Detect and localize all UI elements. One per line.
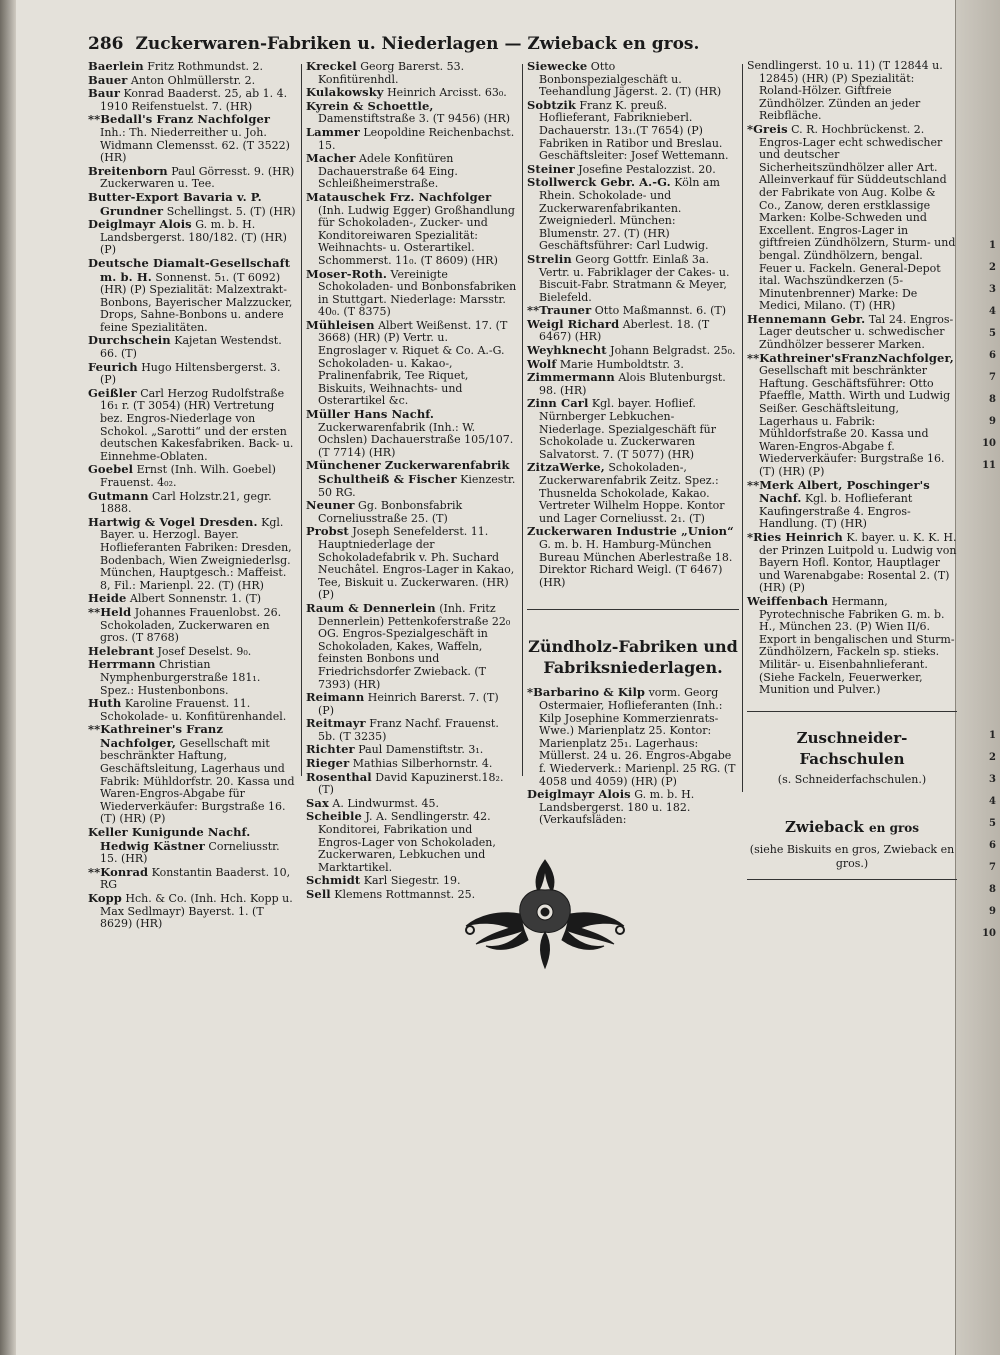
entry-details: Georg Gottfr. Einlaß 3a. Vertr. u. Fabriklager der Cakes- u. Biscuit-Fabr. Stratmann & Meyer, Bielefeld. — [539, 252, 730, 304]
column-divider — [742, 64, 743, 792]
directory-entry — [747, 352, 957, 479]
directory-entry — [88, 658, 296, 697]
edge-number: 5 — [989, 818, 996, 829]
edge-number: 8 — [989, 394, 996, 405]
edge-number: 1 — [989, 240, 996, 251]
edge-number: 7 — [989, 862, 996, 873]
entry-details: David Kapuzinerst.18₂. (T) — [318, 770, 504, 797]
directory-entry — [306, 757, 518, 771]
firm-name: **Merk Albert, Poschinger's Nachf. — [747, 477, 930, 506]
entry-details: Anton Ohlmüllerstr. 2. — [130, 73, 256, 87]
firm-name: Weigl Richard — [527, 316, 620, 331]
entry-details: Karl Siegestr. 19. — [363, 874, 461, 888]
directory-entry — [88, 826, 296, 866]
entry-details: Inh.: Th. Niederreither u. Joh. Widmann Clemensst. 62. (T 3522) (HR) — [100, 125, 290, 165]
edge-number: 7 — [989, 372, 996, 383]
entry-details: Tal 24. Engros-Lager deutscher u. schwedischer Zündhölzer besserer Marken. — [759, 312, 954, 352]
entry-details: Hch. & Co. (Inh. Hch. Kopp u. Max Sedlmayr) Bayerst. 1. (T 8629) (HR) — [100, 892, 293, 931]
directory-entry — [88, 87, 296, 113]
directory-entry — [88, 218, 296, 257]
directory-entry — [527, 318, 739, 344]
entry-details: Franz K. preuß. Hoflieferant, Fabriknieberl. Dachauerstr. 13₁.(T 7654) (P) Fabriken in Ratibor und Breslau. Geschäftsleiter: Josef Wettemann. — [539, 98, 729, 163]
edge-number: 9 — [989, 416, 996, 427]
cross-reference: (s. Schneiderfachschulen.) — [777, 772, 927, 786]
firm-name: Wolf — [527, 356, 557, 371]
entry-details: K. bayer. u. K. K. H. der Prinzen Luitpold u. Ludwig von Bayern Hofl. Kontor, Hauptlager und Warenabgabe: Rosental 2. (T) (HR) (P) — [759, 530, 957, 595]
entry-details: Konstantin Baaderst. 10, RG — [100, 865, 291, 892]
next-page-edge — [955, 0, 1000, 1355]
directory-entry — [306, 191, 518, 268]
firm-name: Weiffenbach — [747, 593, 829, 608]
firm-name: **Held — [88, 604, 132, 619]
directory-entry — [527, 686, 739, 788]
entry-details: Karoline Frauenst. 11. Schokolade- u. Konfitürenhandel. — [100, 697, 287, 723]
firm-name: Hartwig & Vogel Dresden. — [88, 514, 258, 529]
entry-details: Adele Konfitüren Dachauerstraße 64 Eing. Schleißheimerstraße. — [318, 152, 458, 191]
directory-entry — [88, 697, 296, 723]
edge-number: 9 — [989, 906, 996, 917]
directory-entry — [88, 866, 296, 892]
firm-name: Lammer — [306, 124, 360, 139]
directory-entry — [88, 257, 296, 335]
firm-name: **Kathreiner's Franz Nachfolger, — [88, 722, 223, 750]
section-heading: Fabriksniederlagen. — [543, 658, 723, 678]
firm-name: Sobtzik — [527, 97, 576, 112]
firm-name: Stollwerck Gebr. A.-G. — [527, 175, 671, 190]
directory-entry — [88, 490, 296, 516]
edge-number: 11 — [982, 460, 996, 471]
entry-details: Fritz Rothmundst. 2. — [147, 60, 263, 73]
entry-details: Paul Görresst. 9. (HR) Zuckerwaren u. Tee. — [100, 164, 295, 191]
directory-entry — [527, 99, 739, 163]
entry-details: Carl Herzog Rudolfstraße 16₁ r. (T 3054) (HR) Vertretung bez. Engros-Niederlage von Schokol. „Sarotti“ und der ersten deutschen Kakesfabriken. Back- u. Einnehme-Oblaten. — [100, 386, 294, 463]
directory-entry — [527, 163, 739, 177]
directory-entry — [88, 892, 296, 931]
directory-entry — [306, 60, 518, 86]
directory-entry — [306, 408, 518, 459]
column-divider — [522, 64, 523, 776]
entry-details: Hermann, Pyrotechnische Fabriken G. m. b. H., München 23. (P) Wien II/6. Export in bengalischen und Sturm-Zündhölzern, Fackeln sp. stieks. Militär- u. Eisenbahnlieferant. (Siehe Fackeln, Feuerwerker, Munition und Pulver.) — [759, 594, 955, 697]
entry-details: Vereinigte Schokoladen- und Bonbonsfabriken in Stuttgart. Niederlage: Marsstr. 40₀. (T 8375) — [318, 267, 517, 319]
firm-name: Zimmermann — [527, 370, 615, 385]
firm-name: ZitzaWerke, — [527, 460, 605, 475]
entry-details: Köln am Rhein. Schokolade- und Zuckerwarenfabrikanten. Zweigniederl. München: Blumenstr. 27. (T) (HR) Geschäftsführer: Carl Ludwig. — [539, 176, 720, 253]
firm-name: Weyhknecht — [527, 343, 607, 358]
directory-entry — [306, 268, 518, 319]
firm-name: Rieger — [306, 756, 350, 771]
directory-entry — [306, 86, 518, 100]
entry-details: (Inh. Fritz Dennerlein) Pettenkoferstraße 22₀ OG. Engros-Spezialgeschäft in Schokoladen, Kakes, Waffeln, feinsten Bonbons und Friedrichsdorfer Zwieback. (T 7393) (HR) — [318, 601, 511, 691]
directory-entry — [306, 691, 518, 717]
section-heading-main: Zwieback — [784, 817, 864, 836]
entry-details: Kgl. Bayer. u. Herzogl. Bayer. Hoflieferanten Fabriken: Dresden, Bodenbach, Wien Zweigniederlsg. München, Hauptgesch.: Maffeist. 8, Fil.: Marienpl. 22. (T) (HR) — [100, 515, 292, 592]
directory-entry — [88, 463, 296, 489]
firm-name: Goebel — [88, 462, 134, 477]
column-divider — [301, 64, 302, 776]
directory-entry — [306, 319, 518, 408]
column-1 — [88, 60, 296, 931]
directory-entry — [88, 387, 296, 464]
firm-name: Sax — [306, 795, 329, 810]
firm-name: Baerlein — [88, 59, 144, 73]
directory-entry — [88, 592, 296, 606]
entry-details: Leopoldine Reichenbachst. 15. — [318, 125, 515, 152]
entry-details: Albert Weißenst. 17. (T 3668) (HR) (P) Vertr. u. Engroslager v. Riquet & Co. A.-G. Schokoladen- u. Kakao-, Pralinenfabrik, Tee Riquet, Biskuits, Weihnachts- und Osterartikel &c. — [318, 318, 508, 408]
firm-name: Deutsche Diamalt-Gesellschaft m. b. H. — [88, 255, 291, 284]
directory-entry — [527, 525, 739, 589]
firm-name: Hennemann Gebr. — [747, 311, 866, 326]
section-heading — [747, 817, 957, 839]
firm-name: Kulakowsky — [306, 85, 384, 100]
directory-entry — [747, 313, 957, 352]
firm-name: Durchschein — [88, 333, 171, 348]
directory-entry — [88, 113, 296, 164]
firm-name: **Bedall's Franz Nachfolger — [88, 112, 271, 127]
firm-name: Müller Hans Nachf. — [306, 407, 435, 422]
directory-entry — [527, 253, 739, 304]
entry-details: Heinrich Barerst. 7. (T) (P) — [318, 691, 499, 717]
edge-number: 8 — [989, 884, 996, 895]
directory-entry — [527, 304, 739, 318]
directory-entry — [747, 595, 957, 697]
entry-details: Kienzestr. 50 RG. — [318, 473, 516, 499]
firm-name: Helebrant — [88, 643, 154, 658]
section-rule — [747, 879, 957, 880]
directory-entry — [527, 397, 739, 461]
entry-details: Schellingst. 5. (T) (HR) — [166, 204, 296, 218]
entry-details: vorm. Georg Ostermaier, Hoflieferanten (Inh.: Kilp Josephine Kommerzienrats-Wwe.) Marienplatz 25. Kontor: Marienplatz 25₁. Lagerhaus: Müllerst. 24 u. 26. Engros-Abgabe f. Wiederverk.: Marienpl. 25 RG. (T 4058 und 4059) (HR) (P) — [539, 686, 736, 788]
firm-name: Feurich — [88, 359, 138, 374]
firm-name: Zuckerwaren Industrie „Union“ — [527, 524, 734, 539]
edge-number: 3 — [989, 774, 996, 785]
entry-details: Ernst (Inh. Wilh. Goebel) Frauenst. 4₀₂. — [100, 463, 276, 489]
edge-number: 3 — [989, 284, 996, 295]
directory-entry — [747, 479, 957, 531]
entry-details: Sonnenst. 5₁. (T 6092) (HR) (P) Spezialität: Malzextrakt-Bonbons, Bayerischer Malzzucker, Drops, Sahne-Bonbons u. andere feine Spezialitäten. — [100, 270, 293, 334]
firm-name: Macher — [306, 151, 356, 166]
directory-entry — [88, 165, 296, 191]
section-heading-suffix: en gros — [869, 820, 920, 835]
entry-details: Josefine Pestalozzist. 20. — [578, 162, 716, 176]
column-4 — [747, 60, 957, 880]
book-spine — [0, 0, 16, 1355]
firm-name: Kyrein & Schoettle, — [306, 98, 434, 113]
entry-details: Zuckerwarenfabrik (Inh.: W. Ochslen) Dachauerstraße 105/107. (T 7714) (HR) — [318, 420, 514, 459]
entry-details: Damenstiftstraße 3. (T 9456) (HR) — [318, 112, 511, 126]
entry-details: Kajetan Westendst. 66. (T) — [100, 334, 282, 361]
firm-name: Rosenthal — [306, 769, 372, 784]
directory-entry — [88, 334, 296, 360]
entry-details: Paul Damenstiftstr. 3₁. — [358, 743, 484, 757]
entry-details: Sendlingerst. 10 u. 11) (T 12844 u. 12845) (HR) (P) Spezialität: Roland-Hölzer. Giftfreie Zündhölzer. Zünden an jeder Reibfläche. — [747, 59, 943, 123]
edge-number: 10 — [982, 438, 996, 449]
firm-name: Geißler — [88, 385, 137, 400]
page-number: 286 — [88, 34, 124, 54]
firm-name: **Kathreiner'sFranzNachfolger, — [747, 350, 954, 365]
column-4-entries — [747, 60, 957, 697]
directory-entry — [306, 126, 518, 152]
entry-details: Alois Blutenburgst. 98. (HR) — [539, 371, 726, 397]
directory-entry — [306, 100, 518, 126]
firm-name: Reitmayr — [306, 716, 366, 731]
page-title: Zuckerwaren-Fabriken u. Niederlagen — Zwieback en gros. — [135, 34, 700, 54]
entry-details: A. Lindwurmst. 45. — [332, 796, 440, 810]
section-heading: Zuschneider-Fachschulen — [796, 728, 908, 768]
entry-details: Johannes Frauenlobst. 26. Schokoladen, Zuckerwaren en gros. (T 8768) — [100, 605, 282, 645]
directory-entry — [88, 606, 296, 645]
firm-name: Matauschek Frz. Nachfolger — [306, 189, 492, 204]
decorative-ornament — [458, 852, 632, 976]
firm-name: Strelin — [527, 251, 572, 266]
entry-details: Otto Maßmannst. 6. (T) — [594, 304, 727, 318]
entry-details: Carl Holzstr.21, gegr. 1888. — [100, 489, 272, 516]
firm-name: Mühleisen — [306, 317, 375, 332]
edge-number: 6 — [989, 350, 996, 361]
firm-name: Reimann — [306, 690, 365, 705]
entry-details: Klemens Rottmannst. 25. — [334, 888, 476, 901]
entry-details: C. R. Hochbrückenst. 2. Engros-Lager echt schwedischer und deutscher Sicherheitszündhölzer aller Art. Alleinverkauf für Süddeutschland der Fabrikate von Aug. Kolbe & Co., Zanow, deren erstklassige Marken: Kolbe-Schweden und Excellent. Engros-Lager in giftfreien Zündhölzern, Sturm- und bengal. Zündhölzern, bengal. Feuer u. Fackeln. General-Depot ital. Wachszündkerzen (5-Minutenbrenner) Marke: De Medici, Milano. (T) (HR) — [759, 122, 956, 313]
directory-entry — [88, 516, 296, 593]
firm-name: Kopp — [88, 891, 122, 905]
firm-name: Baur — [88, 86, 120, 101]
section-heading: Zündholz-Fabriken und — [528, 637, 738, 657]
firm-name: Richter — [306, 742, 355, 757]
firm-name: Bauer — [88, 72, 128, 87]
directory-entry — [527, 344, 739, 358]
directory-entry — [88, 191, 296, 218]
firm-name: *Greis — [747, 121, 788, 136]
directory-entry — [88, 60, 296, 74]
entry-details: Heinrich Arcisst. 63₀. — [387, 86, 507, 100]
edge-number: 6 — [989, 840, 996, 851]
entry-details: Corneliusstr. 15. (HR) — [100, 839, 280, 866]
column-2 — [306, 60, 518, 902]
firm-name: Neuner — [306, 498, 355, 513]
entry-details: Albert Sonnenstr. 1. (T) — [129, 592, 262, 606]
firm-name: Siewecke — [527, 59, 588, 73]
directory-entry — [527, 371, 739, 397]
firm-name: Herrmann — [88, 657, 156, 672]
entry-details: Kgl. b. Hoflieferant Kaufingerstraße 4. Engros-Handlung. (T) (HR) — [759, 492, 913, 531]
firm-name: Deiglmayr Alois — [527, 787, 631, 802]
firm-name: Steiner — [527, 161, 575, 176]
entry-details: Schokoladen-, Zuckerwarenfabrik Zeitz. Spez.: Thusnelda Schokolade, Kakao. Vertreter Wilhelm Hoppe. Kontor und Lager Corneliusst. 2₁. (T) — [539, 461, 725, 525]
firm-name: Keller Kunigunde Nachf. Hedwig Kästner — [88, 825, 251, 853]
firm-name: Schmidt — [306, 873, 361, 888]
firm-name: *Barbarino & Kilp — [527, 685, 646, 700]
directory-entry — [306, 602, 518, 691]
entry-details: Aberlest. 18. (T 6467) (HR) — [539, 317, 710, 344]
entry-details: Otto Bonbonspezialgeschäft u. Teehandlung Jägerst. 2. (T) (HR) — [539, 60, 722, 99]
column-3b-entries — [527, 686, 739, 827]
entry-details: J. A. Sendlingerstr. 42. Konditorei, Fabrikation und Engros-Lager von Schokoladen, Zuckerwaren, Lebkuchen und Marktartikel. — [318, 810, 496, 874]
edge-number: 5 — [989, 328, 996, 339]
column-3 — [527, 60, 739, 827]
column-3-entries — [527, 60, 739, 589]
firm-name: Kreckel — [306, 59, 357, 73]
firm-name: **Konrad — [88, 864, 149, 879]
firm-name: Scheible — [306, 809, 362, 824]
entry-details: Kgl. bayer. Hoflief. Nürnberger Lebkuchen-Niederlage. Spezialgeschäft für Schokolade u. Zuckerwaren Salvatorst. 7. (T 5077) (HR) — [539, 397, 716, 461]
edge-number: 4 — [989, 306, 996, 317]
entry-details: Hugo Hiltensbergerst. 3. (P) — [100, 360, 281, 387]
directory-entry — [527, 60, 739, 99]
firm-name: Deiglmayr Alois — [88, 217, 192, 232]
directory-entry — [747, 123, 957, 313]
firm-name: Breitenborn — [88, 163, 168, 178]
entry-details: Joseph Senefelderst. 11. Hauptniederlage der Schokoladefabrik v. Ph. Suchard Neuchâtel. Engros-Lager in Kakao, Tee, Biskuit u. Zuckerwaren. (HR) (P) — [318, 525, 515, 602]
entry-details: Konrad Baaderst. 25, ab 1. 4. 1910 Reifenstuelst. 7. (HR) — [100, 87, 288, 113]
directory-entry — [306, 797, 518, 811]
firm-name: Moser-Roth. — [306, 266, 388, 281]
directory-entry — [88, 74, 296, 88]
directory-entry — [88, 361, 296, 387]
entry-details: G. m. b. H. Landsbergerst. 180 u. 182. (Verkaufsläden: — [539, 788, 695, 827]
firm-name: Münchener Zuckerwarenfabrik Schultheiß & Fischer — [306, 458, 510, 486]
directory-entry — [88, 645, 296, 659]
directory-entry — [306, 499, 518, 525]
firm-name: Huth — [88, 696, 122, 711]
firm-name: *Ries Heinrich — [747, 529, 843, 544]
entry-details: Georg Barerst. 53. Konfitürenhdl. — [318, 60, 465, 86]
entry-details: Mathias Silberhornstr. 4. — [352, 757, 493, 771]
entry-details: Christian Nymphenburgerstraße 181₁. Spez.: Hustenbonbons. — [100, 658, 261, 697]
firm-name: Butter-Export Bavaria v. P. Grundner — [88, 189, 262, 218]
entry-details: G. m. b. H. Landsbergerst. 180/182. (T) (HR) (P) — [100, 218, 287, 257]
entry-details: G. m. b. H. Hamburg-München Bureau München Aberlestraße 18. Direktor Richard Weigl. (T 6467) (HR) — [539, 537, 733, 589]
directory-entry — [306, 152, 518, 191]
page-header — [88, 30, 958, 58]
directory-entry — [527, 788, 739, 827]
edge-number: 10 — [982, 928, 996, 939]
cross-reference: (siehe Biskuits en gros, Zwieback en gros.) — [749, 842, 955, 870]
directory-entry — [306, 743, 518, 757]
entry-details: Marie Humboldtstr. 3. — [559, 357, 684, 371]
directory-entry — [527, 176, 739, 253]
entry-details: Josef Deselst. 9₀. — [157, 644, 252, 658]
entry-details: Gg. Bonbonsfabrik Corneliusstraße 25. (T) — [318, 499, 463, 525]
entry-details: Gesellschaft mit beschränkter Haftung. Geschäftsführer: Otto Pfaeffle, Matth. Wirth und Ludwig Seißer. Geschäftsleitung, Lagerhaus u. Fabrik: Mühldorfstraße 20. Kassa und Waren-Engros-Abgabe f. Wiederverkäufer: Burgstraße 16. (T) (HR) (P) — [759, 364, 951, 478]
directory-entry — [306, 717, 518, 743]
firm-name: Zinn Carl — [527, 396, 589, 411]
edge-number: 4 — [989, 796, 996, 807]
firm-name: Gutmann — [88, 488, 149, 503]
directory-entry — [747, 531, 957, 595]
entry-details: (Inh. Ludwig Egger) Großhandlung für Schokoladen-, Zucker- und Konditoreiwaren Spezialität: Weihnachts- u. Osterartikel. Schommerst. 11₀. (T 8609) (HR) — [318, 203, 515, 267]
firm-name: Sell — [306, 887, 331, 901]
directory-entry — [527, 461, 739, 525]
edge-number: 2 — [989, 262, 996, 273]
directory-entry — [306, 459, 518, 499]
entry-details: Franz Nachf. Frauenst. 5b. (T 3235) — [318, 717, 499, 743]
edge-number: 2 — [989, 752, 996, 763]
directory-entry — [747, 60, 957, 123]
firm-name: Raum & Dennerlein — [306, 600, 436, 615]
firm-name: **Trauner — [527, 303, 592, 318]
directory-entry — [88, 723, 296, 826]
directory-entry — [306, 771, 518, 797]
entry-details: Gesellschaft mit beschränkter Haftung, Geschäftsleitung, Lagerhaus und Fabrik: Mühldorfstr. 20. Kassa und Waren-Engros-Abgabe für Wiederverkäufer: Burgstraße 16. (T) (HR) (P) — [100, 736, 295, 826]
directory-entry — [306, 525, 518, 602]
directory-entry — [527, 358, 739, 372]
firm-name: Heide — [88, 591, 127, 606]
firm-name: Probst — [306, 524, 349, 539]
entry-details: Johann Belgradst. 25₀. — [610, 344, 736, 358]
edge-number: 1 — [989, 730, 996, 741]
